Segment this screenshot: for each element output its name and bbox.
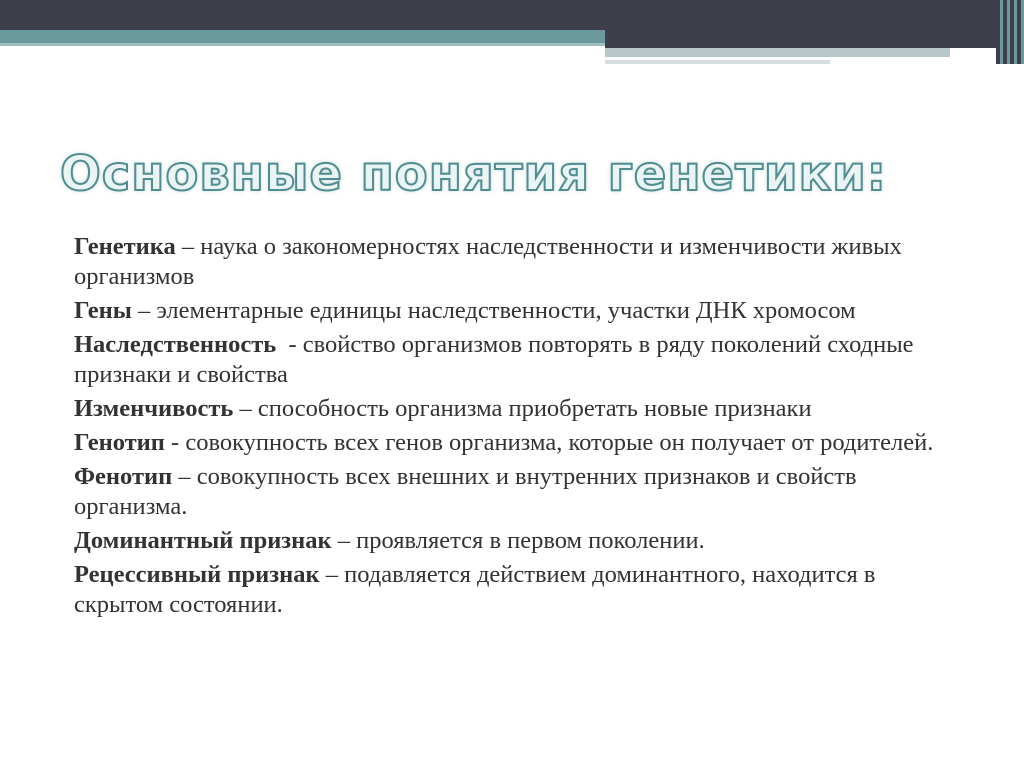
definition-text: – наука о закономерностях наследственности и изменчивости живых организмов — [74, 233, 902, 290]
header-band-dark-right — [605, 30, 1024, 48]
header-band-line-right — [605, 60, 830, 64]
definition-text: – проявляется в первом поколении. — [331, 527, 705, 554]
header-band-gray-right — [605, 48, 950, 57]
definition-term: Изменчивость — [74, 395, 234, 422]
definition-term: Рецессивный признак — [74, 561, 320, 588]
definition-text: - свойство организмов повторять в ряду поколений сходные признаки и свойства — [74, 331, 920, 388]
definition-term: Фенотип — [74, 463, 173, 490]
definition-text: – элементарные единицы наследственности, участки ДНК хромосом — [131, 297, 856, 324]
definition-term: Гены — [74, 297, 132, 324]
definition-item — [74, 462, 964, 522]
header-band-dark — [0, 0, 1024, 30]
definition-item — [74, 394, 964, 424]
definition-term: Наследственность — [74, 331, 277, 358]
definition-item — [74, 560, 964, 620]
definition-text: – способность организма приобретать новые признаки — [233, 395, 812, 422]
header-stripes — [996, 0, 1024, 64]
definition-item — [74, 526, 964, 556]
definition-term: Генетика — [74, 233, 176, 260]
definition-item — [74, 330, 964, 390]
definition-item — [74, 428, 964, 458]
definitions-list — [74, 232, 964, 624]
definition-term: Генотип — [74, 429, 165, 456]
definition-item — [74, 232, 964, 292]
slide-title: Основные понятия генетики: — [60, 146, 887, 202]
definition-item — [74, 296, 964, 326]
definition-text: – совокупность всех внешних и внутренних признаков и свойств организма. — [74, 463, 857, 520]
definition-term: Доминантный признак — [74, 527, 332, 554]
definition-text: - совокупность всех генов организма, которые он получает от родителей. — [164, 429, 934, 456]
definition-text: – подавляется действием доминантного, находится в скрытом состоянии. — [74, 561, 876, 618]
